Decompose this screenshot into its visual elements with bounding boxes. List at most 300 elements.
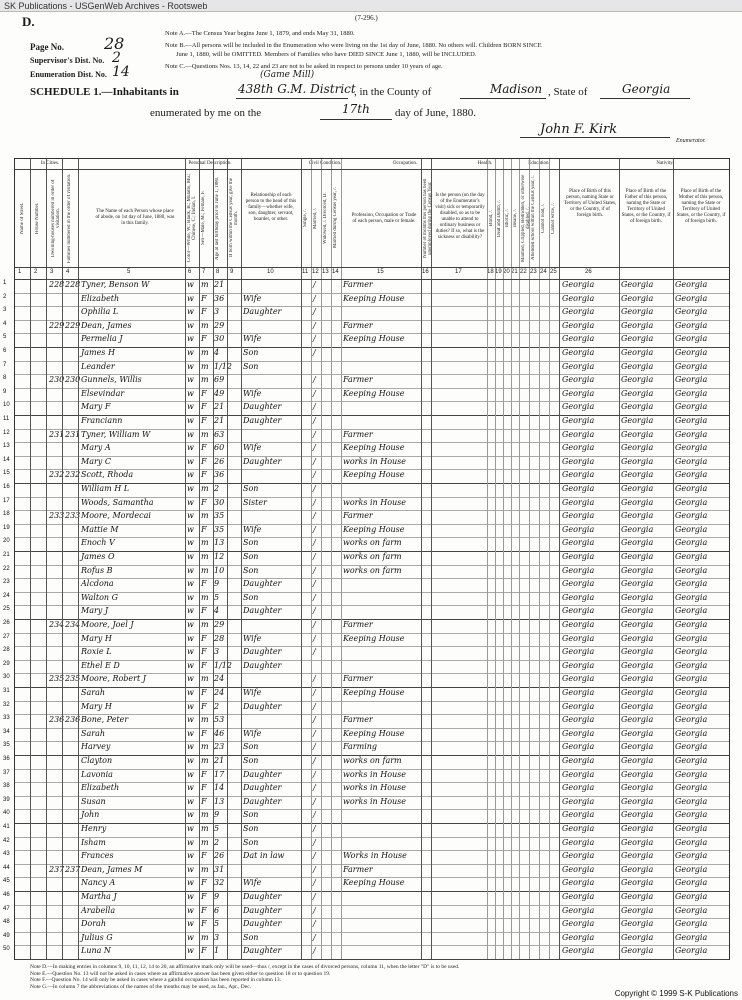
relationship: Daughter [243, 701, 282, 711]
father-birthplace: Georgia [621, 443, 654, 453]
relationship: Son [243, 824, 259, 833]
row-number: 49 [3, 932, 10, 939]
birthplace: Georgia [562, 919, 595, 929]
married-mark: / [313, 824, 316, 833]
color: w [187, 280, 194, 289]
relationship: Sister [243, 497, 267, 507]
age: 9 [214, 579, 220, 589]
col-header-sick: Is the person (on the day of the Enumerator's visit) sick or temporarily disabled, so as to be unable to attend to ordinary business or duties? If so, what is the sickness or disability? [435, 193, 485, 240]
col-header-deaf: Deaf and Dumb, /. [497, 199, 502, 237]
relationship: Son [243, 348, 259, 357]
group-header-nativity: Nativity. [656, 161, 674, 166]
color: w [187, 579, 194, 589]
birthplace: Georgia [562, 307, 595, 317]
father-birthplace: Georgia [621, 524, 654, 534]
table-row [3, 877, 729, 891]
birthplace: Georgia [562, 470, 595, 480]
note-c: Note C.—Questions Nos. 13, 14, 22 and 23 are not to be asked in respect to persons under 10 years of age. [165, 63, 443, 70]
occupation: Farmer [343, 280, 373, 289]
table-row [3, 864, 729, 878]
mother-birthplace: Georgia [675, 592, 708, 602]
occupation: works on farm [343, 756, 402, 765]
mother-birthplace: Georgia [675, 620, 708, 629]
person-name: Sarah [81, 688, 105, 697]
father-birthplace: Georgia [621, 497, 654, 507]
table-row [3, 429, 729, 443]
color: w [187, 592, 194, 602]
age: 2 [214, 837, 220, 847]
person-name: Elsevindar [81, 388, 125, 398]
married-mark: / [313, 620, 316, 629]
relationship: Daughter [243, 606, 282, 616]
age: 1/12 [214, 660, 232, 670]
married-mark: / [313, 416, 316, 425]
column-number: 15 [377, 269, 384, 275]
col-header-maimed: Maimed, Crippled, Bedridden, or otherwise disabled, /. [521, 174, 531, 262]
group-header-divider [15, 169, 729, 170]
married-mark: / [313, 946, 316, 956]
sex: F [201, 443, 207, 453]
mother-birthplace: Georgia [675, 470, 708, 480]
col-header-cannot-write: Cannot write, /. [551, 202, 556, 234]
table-row [3, 605, 729, 619]
sex: F [201, 851, 207, 861]
married-mark: / [313, 851, 316, 861]
row-number: 21 [3, 552, 10, 558]
occupation: Farmer [343, 320, 373, 330]
column-number-divider [15, 279, 729, 280]
father-birthplace: Georgia [621, 388, 654, 398]
col-header-months-unemployed: Number of months this person has been unemployed during the Census Year. [423, 178, 433, 258]
table-row [3, 809, 729, 823]
occupation: works in House [343, 456, 407, 466]
occupation: Keeping House [343, 728, 405, 738]
person-name: Tyner, William W [81, 429, 151, 439]
birthplace: Georgia [562, 892, 595, 901]
row-number: 7 [3, 361, 7, 368]
color: w [187, 837, 194, 847]
color: w [187, 606, 194, 616]
birthplace: Georgia [562, 579, 595, 589]
sex: m [201, 756, 209, 765]
age: 24 [214, 688, 225, 697]
footnotes [30, 964, 630, 990]
age: 21 [214, 756, 225, 765]
mother-birthplace: Georgia [675, 348, 708, 357]
birthplace: Georgia [562, 756, 595, 765]
color: w [187, 674, 194, 684]
sex: m [201, 824, 209, 833]
family-number: 234 [65, 620, 81, 629]
relationship: Wife [243, 633, 262, 643]
color: w [187, 402, 194, 412]
sex: F [201, 892, 207, 901]
birthplace: Georgia [562, 728, 595, 738]
relationship: Daughter [243, 892, 282, 901]
father-birthplace: Georgia [621, 538, 654, 548]
father-birthplace: Georgia [621, 946, 654, 956]
table-row [3, 769, 729, 783]
col-header-widowed: Widowed, /. Divorced, D. [323, 192, 328, 244]
father-birthplace: Georgia [621, 484, 654, 493]
family-number: 235 [65, 674, 81, 684]
mother-birthplace: Georgia [675, 606, 708, 616]
row-number: 25 [3, 606, 10, 613]
age: 5 [214, 919, 220, 929]
color: w [187, 892, 194, 901]
group-header-in-cities: In Cities. [40, 161, 60, 166]
sex: m [201, 810, 209, 820]
row-number: 9 [3, 388, 7, 395]
county-label: , in the County of [354, 86, 432, 98]
row-number: 43 [3, 851, 10, 858]
relationship: Daughter [243, 946, 282, 956]
married-mark: / [313, 470, 316, 480]
father-birthplace: Georgia [621, 851, 654, 861]
father-birthplace: Georgia [621, 932, 654, 942]
father-birthplace: Georgia [621, 647, 654, 657]
birthplace: Georgia [562, 742, 595, 752]
age: 30 [214, 497, 225, 507]
father-birthplace: Georgia [621, 416, 654, 425]
birthplace: Georgia [562, 592, 595, 602]
father-birthplace: Georgia [621, 334, 654, 344]
sex: F [201, 579, 207, 589]
row-number: 37 [3, 769, 10, 776]
married-mark: / [313, 919, 316, 929]
row-number: 20 [3, 538, 10, 545]
group-header-education: Education. [528, 161, 550, 166]
married-mark: / [313, 796, 316, 806]
mother-birthplace: Georgia [675, 443, 708, 453]
family-number: 236 [65, 715, 81, 725]
footnote-e: Note E.—Question No. 13 will not be asked in cases where an affirmative answer has been given either to question 18 or to question 19. [30, 970, 331, 977]
color: w [187, 688, 194, 697]
father-birthplace: Georgia [621, 361, 654, 371]
person-name: Harvey [81, 742, 111, 752]
color: w [187, 470, 194, 480]
supervisor-label: Supervisor's Dist. No. [30, 56, 105, 65]
sex: m [201, 538, 209, 548]
row-number: 11 [3, 416, 10, 422]
row-number: 18 [3, 511, 10, 518]
color: w [187, 511, 194, 521]
rule-county [460, 98, 546, 99]
person-name: James O [81, 552, 115, 561]
married-mark: / [313, 728, 316, 738]
table-row [3, 619, 729, 633]
county-value: Madison [490, 82, 543, 96]
table-row [3, 891, 729, 905]
sex: F [201, 416, 207, 425]
married-mark: / [313, 565, 316, 575]
age: 14 [214, 783, 225, 793]
row-number: 41 [3, 824, 10, 830]
age: 2 [214, 484, 220, 493]
age: 21 [214, 416, 225, 425]
col-header-school: Attended school within the Census year, /. [531, 175, 536, 261]
sheet-letter: D. [22, 14, 35, 29]
sex: F [201, 293, 207, 303]
birthplace: Georgia [562, 783, 595, 793]
age: 32 [214, 878, 225, 888]
person-name: Clayton [81, 756, 113, 765]
sex: F [201, 606, 207, 616]
birthplace: Georgia [562, 293, 595, 303]
column-number: 8 [216, 269, 220, 275]
row-number: 31 [3, 688, 10, 694]
relationship: Son [243, 932, 259, 942]
form-number: (7-296.) [355, 14, 378, 22]
occupation: Farmer [343, 375, 373, 385]
page-no-label: Page No. [30, 42, 64, 52]
father-birthplace: Georgia [621, 375, 654, 385]
table-row [3, 456, 729, 470]
relationship: Daughter [243, 796, 282, 806]
person-name: Dean, James [81, 320, 132, 330]
row-number: 16 [3, 484, 10, 490]
sex: F [201, 388, 207, 398]
table-row [3, 837, 729, 851]
col-header-dwelling: Dwelling-houses numbered in order of visitation. [51, 179, 61, 257]
table-row [3, 592, 729, 606]
district-value: 438th G.M. District [238, 82, 356, 96]
age: 26 [214, 851, 225, 861]
birthplace: Georgia [562, 810, 595, 820]
group-header-civil: Civil Condition. [308, 161, 342, 166]
row-number: 45 [3, 878, 10, 885]
married-mark: / [313, 715, 316, 725]
age: 13 [214, 538, 225, 548]
table-row [3, 565, 729, 579]
person-name: Mary C [81, 456, 111, 466]
relationship: Daughter [243, 647, 282, 657]
father-birthplace: Georgia [621, 307, 654, 317]
father-birthplace: Georgia [621, 552, 654, 561]
person-name: Elizabeth [81, 783, 120, 793]
row-number: 23 [3, 579, 10, 586]
father-birthplace: Georgia [621, 579, 654, 589]
married-mark: / [313, 280, 316, 289]
occupation: Keeping House [343, 688, 405, 697]
site-banner: SK Publications - USGenWeb Archives - Rootsweb [0, 0, 742, 12]
mother-birthplace: Georgia [675, 674, 708, 684]
occupation: Farmer [343, 429, 373, 439]
row-divider [15, 959, 729, 960]
sex: F [201, 796, 207, 806]
age: 69 [214, 375, 225, 385]
table-row [3, 551, 729, 565]
occupation: Keeping House [343, 470, 405, 480]
occupation: Farmer [343, 674, 373, 684]
person-name: Roxie L [81, 647, 112, 657]
occupation: works in House [343, 796, 407, 806]
col-header-father-birth: Place of Birth of the Father of this person, naming the State or Territory of United States, or the Country, if of foreign birth. [621, 189, 671, 224]
married-mark: / [313, 592, 316, 602]
relationship: Son [243, 592, 259, 602]
person-name: Sarah [81, 728, 105, 738]
birthplace: Georgia [562, 456, 595, 466]
mother-birthplace: Georgia [675, 647, 708, 657]
mother-birthplace: Georgia [675, 837, 708, 847]
sex: m [201, 592, 209, 602]
column-number: 2 [34, 269, 38, 275]
relationship: Son [243, 538, 259, 548]
table-row [3, 388, 729, 402]
col-header-insane: Insane, /. [513, 208, 518, 228]
father-birthplace: Georgia [621, 429, 654, 439]
col-header-mother-birth: Place of Birth of the Mother of this person, naming the State or Territory of United States, or the Country, if of foreign birth. [676, 189, 726, 224]
relationship: Daughter [243, 919, 282, 929]
age: 13 [214, 796, 225, 806]
person-name: Ophilia L [81, 307, 119, 317]
color: w [187, 701, 194, 711]
birthplace: Georgia [562, 905, 595, 915]
rule-state [600, 98, 690, 99]
color: w [187, 456, 194, 466]
father-birthplace: Georgia [621, 565, 654, 575]
dwelling-number: 232 [49, 470, 65, 480]
color: w [187, 497, 194, 507]
color: w [187, 824, 194, 833]
color: w [187, 932, 194, 942]
mother-birthplace: Georgia [675, 878, 708, 888]
family-number: 232 [65, 470, 81, 480]
family-number: 230 [65, 375, 81, 385]
married-mark: / [313, 456, 316, 466]
column-number: 25 [550, 269, 557, 275]
dwelling-number: 236 [49, 715, 65, 725]
birthplace: Georgia [562, 511, 595, 521]
sex: m [201, 864, 209, 874]
sex: m [201, 375, 209, 385]
relationship: Daughter [243, 783, 282, 793]
birthplace: Georgia [562, 484, 595, 493]
table-row [3, 741, 729, 755]
row-number: 40 [3, 810, 10, 817]
person-name: Mary J [81, 606, 109, 616]
relationship: Son [243, 361, 259, 371]
col-header-house: House Number. [35, 202, 40, 234]
row-number: 15 [3, 470, 10, 477]
column-number: 3 [50, 269, 54, 275]
occupation: Keeping House [343, 388, 405, 398]
age: 35 [214, 524, 225, 534]
age: 21 [214, 280, 225, 289]
married-mark: / [313, 511, 316, 521]
relationship: Daughter [243, 456, 282, 466]
married-mark: / [313, 864, 316, 874]
column-number: 6 [188, 269, 192, 275]
color: w [187, 851, 194, 861]
color: w [187, 320, 194, 330]
table-row [3, 510, 729, 524]
person-name: Henry [81, 824, 107, 833]
row-number: 33 [3, 715, 10, 722]
col-header-family: Families numbered in the order of visitation. [67, 173, 72, 263]
row-number: 12 [3, 429, 10, 436]
color: w [187, 484, 194, 493]
father-birthplace: Georgia [621, 783, 654, 793]
column-number: 4 [66, 269, 70, 275]
column-number: 26 [585, 269, 592, 275]
row-number: 22 [3, 565, 10, 572]
married-mark: / [313, 606, 316, 616]
person-name: Bone, Peter [81, 715, 129, 725]
row-number: 36 [3, 756, 10, 762]
mother-birthplace: Georgia [675, 429, 708, 439]
person-name: Mary H [81, 701, 112, 711]
age: 36 [214, 293, 225, 303]
mother-birthplace: Georgia [675, 824, 708, 833]
sex: F [201, 769, 207, 779]
sex: m [201, 674, 209, 684]
mother-birthplace: Georgia [675, 579, 708, 589]
color: w [187, 443, 194, 453]
mother-birthplace: Georgia [675, 946, 708, 956]
occupation: Keeping House [343, 524, 405, 534]
col-header-single: Single, /. [303, 209, 308, 227]
color: w [187, 633, 194, 643]
married-mark: / [313, 633, 316, 643]
age: 1 [214, 946, 220, 956]
row-number: 32 [3, 701, 10, 708]
column-number: 21 [511, 269, 518, 275]
row-number: 30 [3, 674, 10, 681]
father-birthplace: Georgia [621, 660, 654, 670]
column-number: 9 [230, 269, 234, 275]
father-birthplace: Georgia [621, 837, 654, 847]
father-birthplace: Georgia [621, 633, 654, 643]
relationship: Son [243, 742, 259, 752]
sex: F [201, 402, 207, 412]
row-number: 50 [3, 946, 10, 953]
table-row [3, 782, 729, 796]
dwelling-number: 235 [49, 674, 65, 684]
table-row [3, 905, 729, 919]
mother-birthplace: Georgia [675, 565, 708, 575]
birthplace: Georgia [562, 701, 595, 711]
mother-birthplace: Georgia [675, 552, 708, 561]
column-number: 22 [520, 269, 527, 275]
married-mark: / [313, 878, 316, 888]
dwelling-number: 237 [49, 864, 65, 874]
occupation: Farming [343, 742, 378, 752]
mother-birthplace: Georgia [675, 280, 708, 289]
relationship: Wife [243, 388, 262, 398]
table-row [3, 945, 729, 959]
person-name: Enoch V [81, 538, 115, 548]
mother-birthplace: Georgia [675, 497, 708, 507]
married-mark: / [313, 552, 316, 561]
group-header-occupation: Occupation. [392, 161, 418, 166]
age: 29 [214, 620, 225, 629]
table-row [3, 374, 729, 388]
sex: m [201, 429, 209, 439]
person-name: Elizabeth [81, 293, 120, 303]
row-number: 44 [3, 864, 10, 871]
mother-birthplace: Georgia [675, 905, 708, 915]
color: w [187, 416, 194, 425]
mother-birthplace: Georgia [675, 810, 708, 820]
row-number: 39 [3, 796, 10, 803]
color: w [187, 348, 194, 357]
table-row [3, 850, 729, 864]
person-name: Rofus B [81, 565, 113, 575]
table-row [3, 537, 729, 551]
row-number: 6 [3, 348, 7, 354]
dwelling-number: 229 [49, 320, 65, 330]
